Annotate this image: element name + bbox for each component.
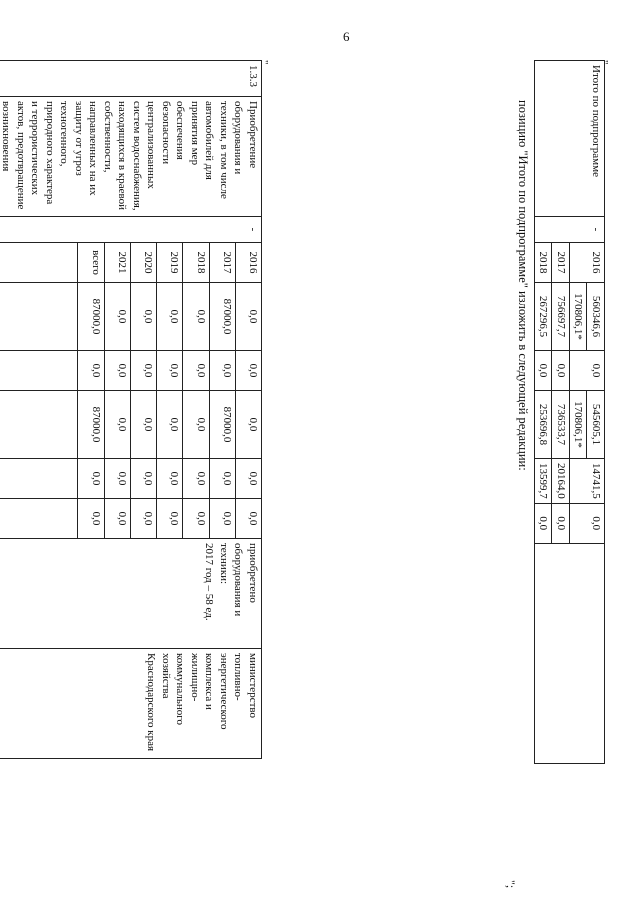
value-cell: 0,0: [157, 499, 183, 539]
value-cell: 267296,5: [535, 283, 553, 351]
value-cell: 0,0: [157, 351, 183, 391]
value-cell: 0,0: [78, 459, 104, 499]
value-cell: 0,0: [570, 351, 605, 391]
value-cell: 0,0: [570, 503, 605, 543]
value-cell: 0,0: [157, 391, 183, 459]
value-cell: 87000,0: [209, 391, 235, 459]
year-cell: всего: [78, 243, 104, 283]
activity-table: [0, 60, 262, 759]
value-cell: 0,0: [130, 459, 156, 499]
value-cell: 0,0: [552, 351, 570, 391]
year-cell: 2018: [535, 243, 553, 283]
value-cell: 0,0: [104, 351, 130, 391]
value-cell: 13599,7: [535, 459, 553, 504]
total-table: [534, 60, 605, 764]
executor-cell: министерство топливно-энергетического комплекса и жилищно-коммунального хозяйства Краснодарского края: [0, 649, 262, 759]
value-cell: 0,0: [535, 503, 553, 543]
total-dash: -: [535, 217, 605, 243]
value-cell: 87000,0: [78, 391, 104, 459]
value-cell: 0,0: [552, 503, 570, 543]
value-cell: 0,0: [130, 391, 156, 459]
value-cell: 14741,5: [570, 459, 605, 504]
value-cell: 0,0: [130, 283, 156, 351]
result-cell: приобретено оборудования и техники: 2017 год – 58 ед.: [0, 539, 262, 649]
year-cell: 2018: [183, 243, 209, 283]
year-cell: 2016: [235, 243, 261, 283]
value-cell: 0,0: [183, 499, 209, 539]
value-cell: 0,0: [183, 283, 209, 351]
value-cell: 0,0: [183, 459, 209, 499]
closing-quote-1: ";: [504, 880, 518, 889]
value-cell: 170806,1*: [570, 391, 588, 459]
opening-quote-1: ": [258, 60, 270, 65]
year-cell: 2017: [552, 243, 570, 283]
year-cell: 2020: [130, 243, 156, 283]
value-cell: 0,0: [209, 351, 235, 391]
value-cell: 0,0: [104, 391, 130, 459]
value-cell: 87000,0: [209, 283, 235, 351]
table-row: [587, 61, 605, 764]
value-cell: 545605,1: [587, 391, 605, 459]
value-cell: 0,0: [235, 283, 261, 351]
value-cell: 20164,0: [552, 459, 570, 504]
value-cell: 87000,0: [78, 283, 104, 351]
value-cell: 0,0: [235, 391, 261, 459]
year-cell: 2021: [104, 243, 130, 283]
value-cell: 756697,7: [552, 283, 570, 351]
value-cell: 560346,6: [587, 283, 605, 351]
value-cell: 0,0: [183, 391, 209, 459]
value-cell: 0,0: [235, 499, 261, 539]
value-cell: 0,0: [130, 351, 156, 391]
value-cell: 0,0: [78, 499, 104, 539]
value-cell: 736533,7: [552, 391, 570, 459]
value-cell: 0,0: [157, 283, 183, 351]
table-row: [235, 61, 261, 759]
year-cell: 2019: [157, 243, 183, 283]
value-cell: 0,0: [157, 459, 183, 499]
value-cell: 253696,8: [535, 391, 553, 459]
value-cell: 0,0: [183, 351, 209, 391]
value-cell: 0,0: [535, 351, 553, 391]
value-cell: 0,0: [209, 459, 235, 499]
value-cell: 0,0: [235, 459, 261, 499]
value-cell: 170806,1*: [570, 283, 588, 351]
value-cell: 0,0: [78, 351, 104, 391]
year-cell: 2017: [209, 243, 235, 283]
value-cell: 0,0: [130, 499, 156, 539]
value-cell: 0,0: [104, 499, 130, 539]
row-dash: -: [0, 217, 262, 243]
value-cell: 0,0: [104, 283, 130, 351]
total-label: Итого по подпрограмме: [535, 61, 605, 217]
value-cell: 0,0: [104, 459, 130, 499]
value-cell: 0,0: [209, 499, 235, 539]
year-cell: 2016: [570, 243, 605, 283]
instruction-text: позицию "Итого по подпрограмме" изложить в следующей редакции:: [516, 100, 530, 471]
row-name: Приобретение оборудования и техники, в том числе автомобилей для принятия мер обеспечения безопасности централизованных систем водоснабжения, находящихся в краевой собственности, направленных на их защиту от угроз техногенного, природного характера и террористических актов, предотвращение возникновения: [0, 97, 262, 217]
opening-quote-2: ": [598, 60, 610, 65]
value-cell: 0,0: [235, 351, 261, 391]
page-number: 6: [343, 29, 350, 44]
row-code: 1.3.3: [0, 61, 262, 97]
